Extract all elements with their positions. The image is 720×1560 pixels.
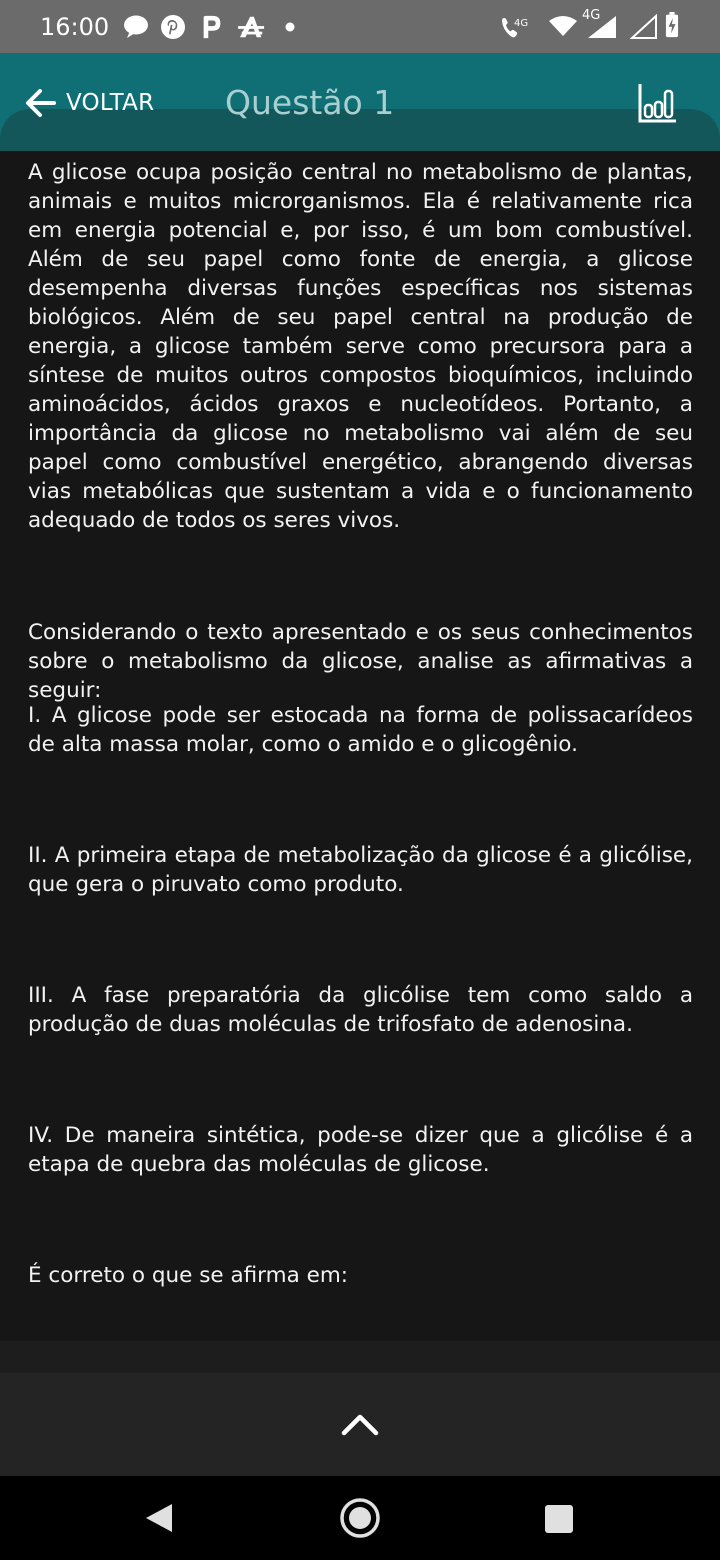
network-type-label: 4G xyxy=(582,8,601,23)
consider-text: Considerando o texto apresentado e os seus conhecimentos sobre o metabolismo da glicose, analise as afirmativas a seguir: xyxy=(28,620,693,703)
pinterest-icon xyxy=(160,14,186,40)
statement-item: III. A fase preparatória da glicólise tem como saldo a produção de duas moléculas de trifosfato de adenosina. xyxy=(28,983,693,1037)
statement-item: I. A glicose pode ser estocada na forma de polissacarídeos de alta massa molar, como o amido e o glicogênio. xyxy=(28,703,693,757)
nav-back-button[interactable] xyxy=(140,1500,176,1540)
chat-bubble-icon xyxy=(122,14,150,40)
nav-home-icon xyxy=(338,1496,382,1540)
a-app-icon xyxy=(236,14,268,40)
expand-answers-button[interactable] xyxy=(340,1411,380,1437)
question-content xyxy=(28,158,693,1288)
dot-icon xyxy=(284,14,296,40)
answers-panel xyxy=(0,1373,720,1476)
wifi-icon xyxy=(548,14,578,40)
call-network-label: 4G xyxy=(514,18,529,29)
page-title: Questão 1 xyxy=(225,83,395,122)
nav-recents-icon xyxy=(544,1504,574,1534)
nav-back-icon xyxy=(140,1500,176,1536)
nav-recents-button[interactable] xyxy=(544,1504,574,1538)
bar-chart-icon xyxy=(636,81,680,125)
signal-4g-icon xyxy=(582,8,622,42)
battery-charging-icon xyxy=(664,12,680,38)
back-button[interactable] xyxy=(24,83,154,123)
statement-item: II. A primeira etapa de metabolização da glicose é a glicólise, que gera o piruvato como produto. xyxy=(28,843,693,897)
nav-home-button[interactable] xyxy=(338,1496,382,1544)
intro-text: A glicose ocupa posição central no metabolismo de plantas, animais e muitos microrganismos. Ela é relativamente rica em energia potencial e, por isso, é um bom combustível. Além de seu papel como fonte de energia, a glicose desempenha diversas funções específicas nos sistemas biológicos. Além de seu papel central na produção de energia, a glicose também serve como precursora para a síntese de muitos outros compostos bioquímicos, incluindo aminoácidos, ácidos graxos e nucleotídeos. Portanto, a importância da glicose no metabolismo vai além de seu papel como combustível energético, abrangendo diversas vias metabólicas que sustentam a vida e o funcionamento adequado de todos os seres vivos. xyxy=(28,160,693,533)
arrow-left-icon xyxy=(24,88,58,118)
question-prompt: É correto o que se afirma em: xyxy=(28,1263,349,1288)
status-bar xyxy=(0,0,720,53)
statement-item: IV. De maneira sintética, pode-se dizer que a glicólise é a etapa de quebra das moléculas de glicose. xyxy=(28,1123,693,1177)
system-nav-bar xyxy=(0,1476,720,1560)
signal-empty-icon xyxy=(630,14,658,40)
stats-button[interactable] xyxy=(636,81,680,125)
content-footer xyxy=(0,1341,720,1373)
volte-call-icon xyxy=(500,14,530,40)
chevron-up-icon xyxy=(340,1411,380,1437)
p-app-icon xyxy=(200,14,224,40)
back-label: VOLTAR xyxy=(66,90,155,116)
status-time: 16:00 xyxy=(40,13,110,41)
app-header xyxy=(0,53,720,151)
